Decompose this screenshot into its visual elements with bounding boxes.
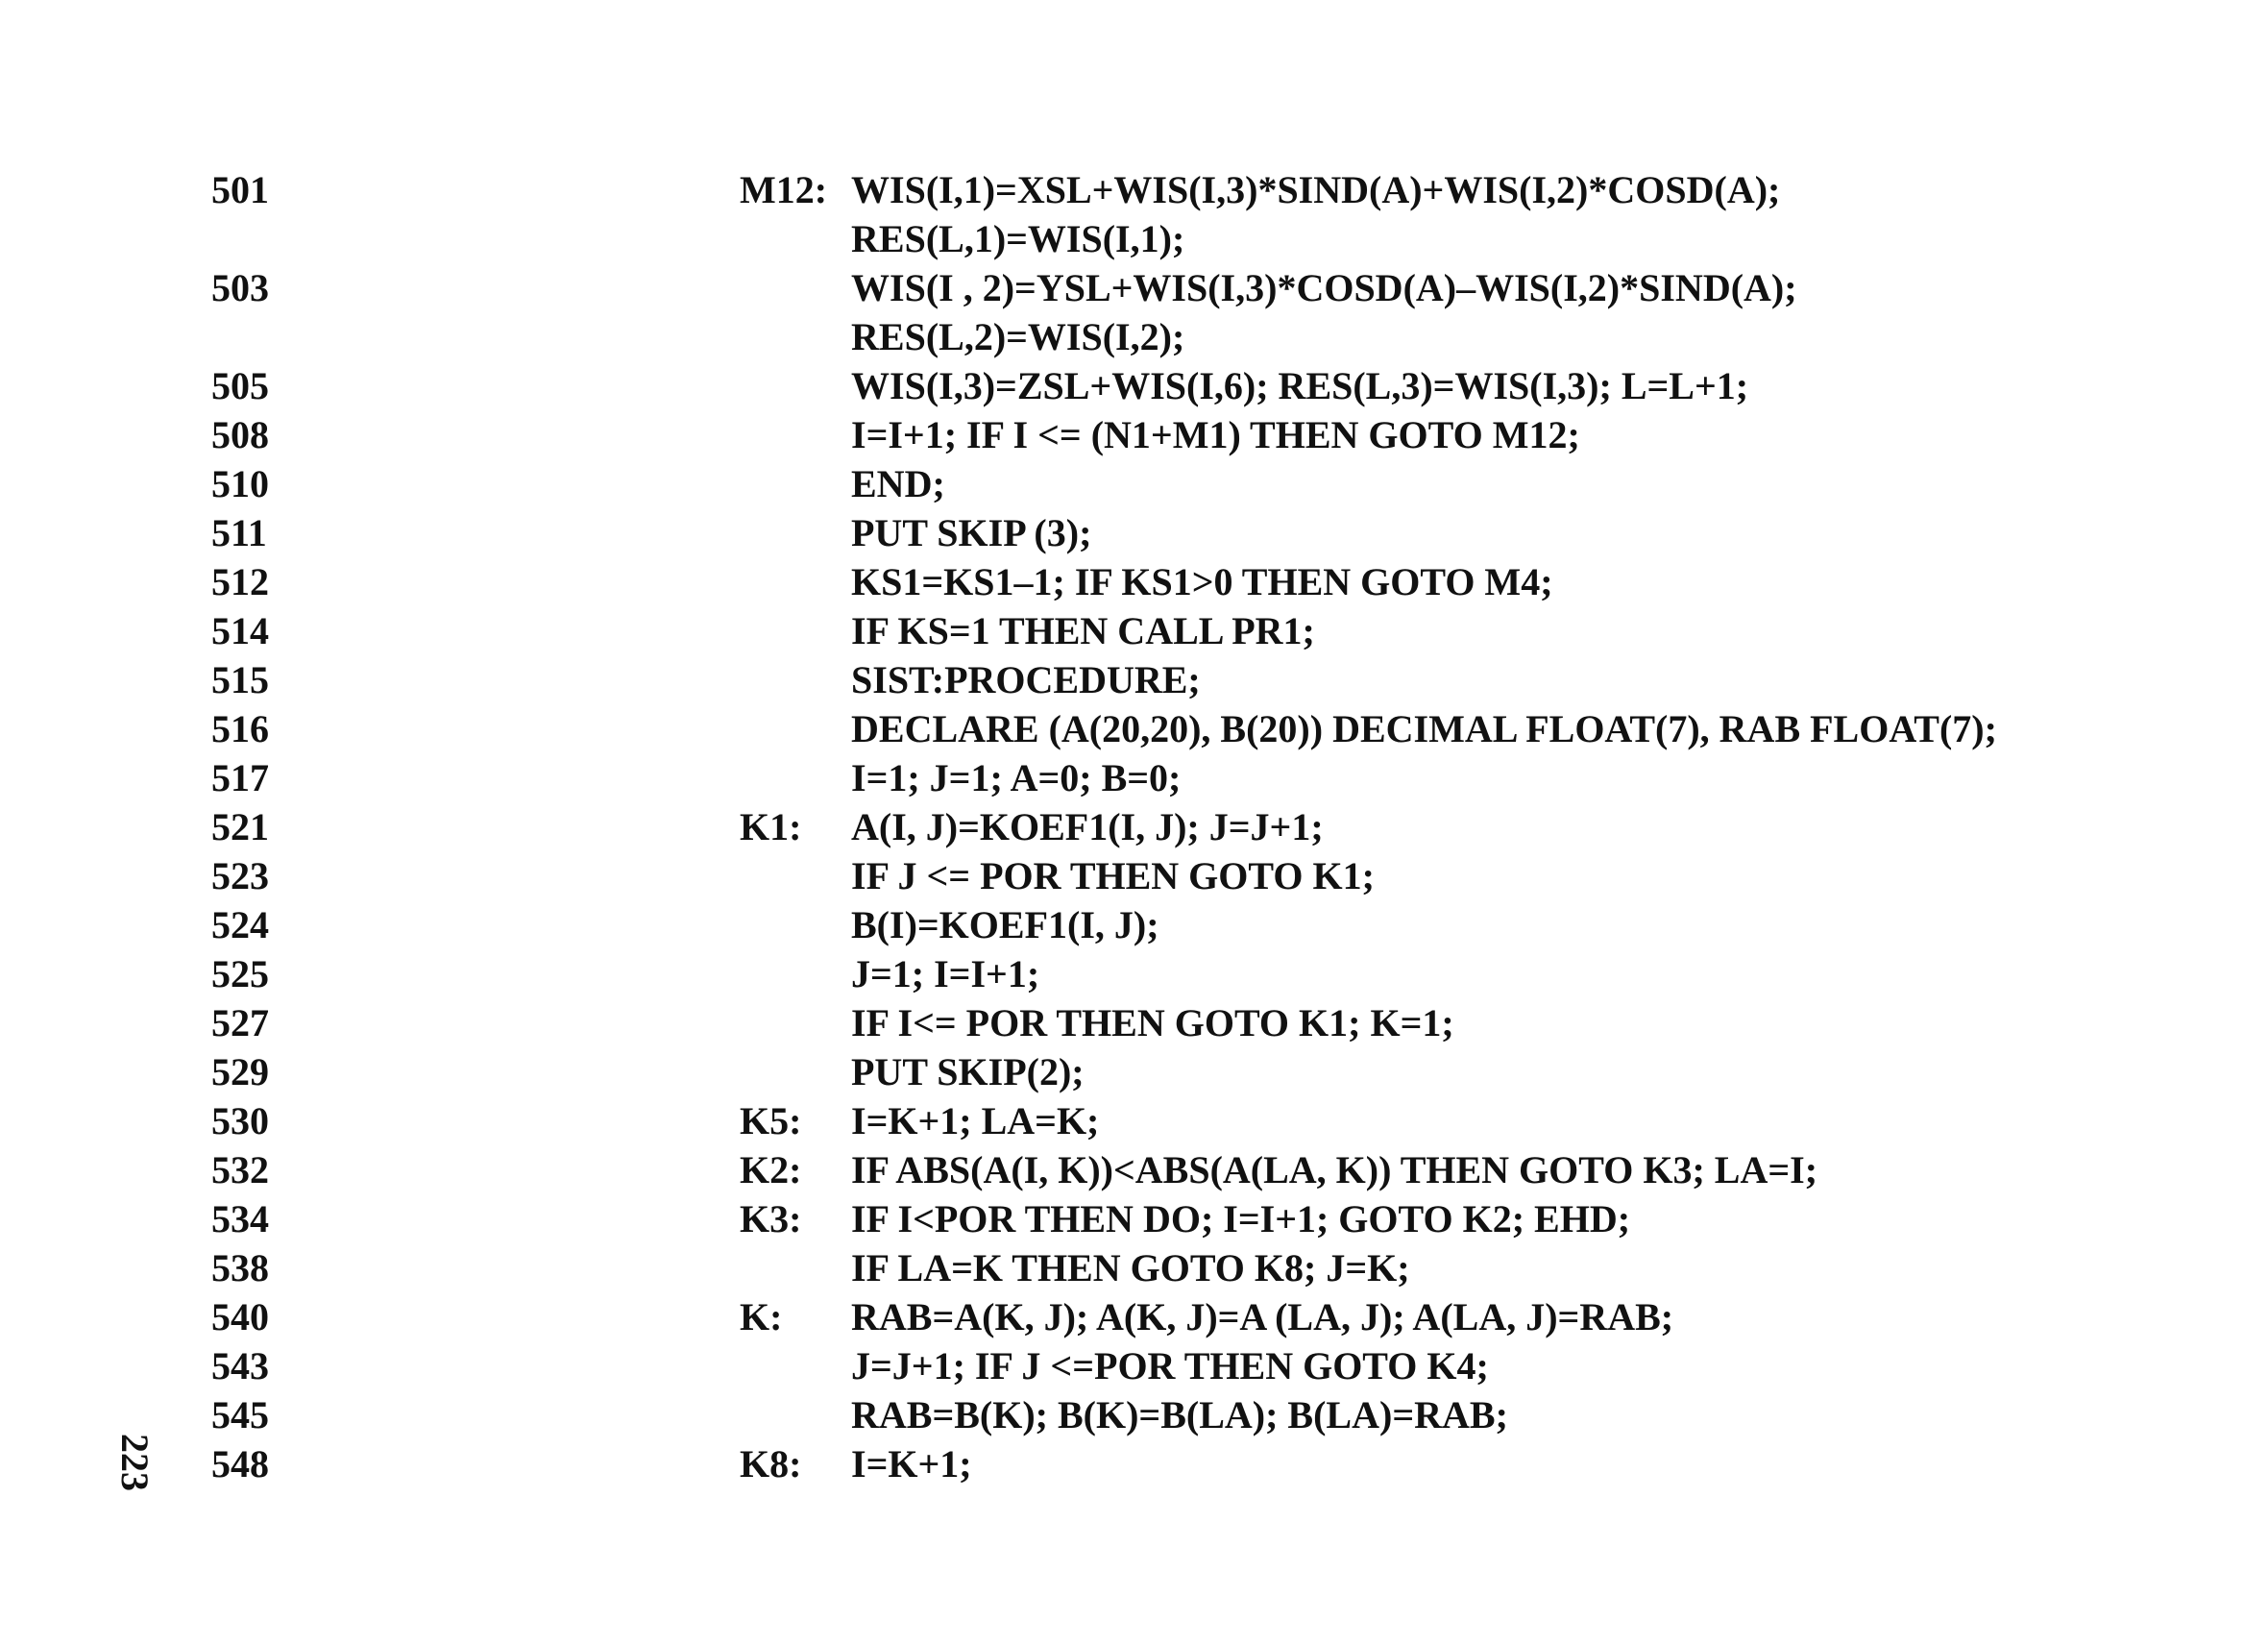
code-text: IF ABS(A(I, K))<ABS(A(LA, K)) THEN GOTO K3; LA=I;	[851, 1148, 1818, 1191]
code-line	[0, 410, 2268, 459]
code-line	[0, 606, 2268, 655]
code-text: I=I+1; IF I <= (N1+M1) THEN GOTO M12;	[851, 413, 1580, 456]
code-text: WIS(I , 2)=YSL+WIS(I,3)*COSD(A)–WIS(I,2)*SIND(A);	[851, 266, 1797, 309]
statement-label: K:	[740, 1295, 783, 1338]
code-text: DECLARE (A(20,20), B(20)) DECIMAL FLOAT(7), RAB FLOAT(7);	[851, 707, 1997, 750]
code-text: WIS(I,3)=ZSL+WIS(I,6); RES(L,3)=WIS(I,3); L=L+1;	[851, 364, 1749, 407]
line-number: 516	[211, 707, 269, 750]
code-line	[0, 998, 2268, 1047]
line-number: 530	[211, 1099, 269, 1142]
code-text: I=K+1;	[851, 1442, 972, 1485]
code-line	[0, 753, 2268, 802]
code-text: RES(L,2)=WIS(I,2);	[851, 315, 1185, 358]
code-line	[0, 1243, 2268, 1292]
line-number: 515	[211, 658, 269, 701]
code-text: WIS(I,1)=XSL+WIS(I,3)*SIND(A)+WIS(I,2)*COSD(A);	[851, 168, 1781, 211]
code-text: RAB=B(K); B(K)=B(LA); B(LA)=RAB;	[851, 1393, 1508, 1436]
line-number: 532	[211, 1148, 269, 1191]
code-line	[0, 557, 2268, 606]
code-text: PUT SKIP (3);	[851, 511, 1092, 554]
line-number: 517	[211, 756, 269, 799]
code-line	[0, 1292, 2268, 1341]
code-line	[0, 165, 2268, 214]
statement-label: K5:	[740, 1099, 802, 1142]
code-text: B(I)=KOEF1(I, J);	[851, 903, 1159, 946]
code-line	[0, 214, 2268, 263]
code-text: J=J+1; IF J <=POR THEN GOTO K4;	[851, 1344, 1489, 1387]
code-text: RAB=A(K, J); A(K, J)=A (LA, J); A(LA, J)=RAB;	[851, 1295, 1674, 1338]
code-line	[0, 1194, 2268, 1243]
code-line	[0, 1439, 2268, 1488]
code-listing	[0, 165, 2268, 1488]
line-number: 508	[211, 413, 269, 456]
line-number: 503	[211, 266, 269, 309]
statement-label: K8:	[740, 1442, 802, 1485]
line-number: 529	[211, 1050, 269, 1093]
line-number: 521	[211, 805, 269, 848]
line-number: 523	[211, 854, 269, 897]
line-number: 543	[211, 1344, 269, 1387]
code-line	[0, 263, 2268, 312]
code-text: KS1=KS1–1; IF KS1>0 THEN GOTO M4;	[851, 560, 1553, 603]
code-text: IF J <= POR THEN GOTO K1;	[851, 854, 1375, 897]
code-line	[0, 508, 2268, 557]
code-text: J=1; I=I+1;	[851, 952, 1040, 995]
code-line	[0, 1096, 2268, 1145]
statement-label: K2:	[740, 1148, 802, 1191]
code-line	[0, 1390, 2268, 1439]
line-number: 538	[211, 1246, 269, 1289]
code-line	[0, 851, 2268, 900]
code-line	[0, 312, 2268, 361]
line-number: 525	[211, 952, 269, 995]
code-line	[0, 459, 2268, 508]
line-number: 534	[211, 1197, 269, 1240]
statement-label: M12:	[740, 168, 828, 211]
line-number: 524	[211, 903, 269, 946]
code-line	[0, 900, 2268, 949]
code-line	[0, 1047, 2268, 1096]
code-text: A(I, J)=KOEF1(I, J); J=J+1;	[851, 805, 1324, 848]
code-line	[0, 1341, 2268, 1390]
code-text: I=1; J=1; A=0; B=0;	[851, 756, 1182, 799]
line-number: 548	[211, 1442, 269, 1485]
code-text: SIST:PROCEDURE;	[851, 658, 1201, 701]
code-text: IF LA=K THEN GOTO K8; J=K;	[851, 1246, 1410, 1289]
code-text: PUT SKIP(2);	[851, 1050, 1085, 1093]
statement-label: K1:	[740, 805, 802, 848]
line-number: 540	[211, 1295, 269, 1338]
code-line	[0, 704, 2268, 753]
code-text: IF I<= POR THEN GOTO K1; K=1;	[851, 1001, 1454, 1044]
code-line	[0, 1145, 2268, 1194]
code-text: RES(L,1)=WIS(I,1);	[851, 217, 1185, 260]
code-text: END;	[851, 462, 945, 505]
line-number: 545	[211, 1393, 269, 1436]
code-text: IF I<POR THEN DO; I=I+1; GOTO K2; EHD;	[851, 1197, 1631, 1240]
line-number: 511	[211, 511, 267, 554]
code-line	[0, 655, 2268, 704]
line-number: 505	[211, 364, 269, 407]
code-line	[0, 361, 2268, 410]
code-line	[0, 802, 2268, 851]
code-line	[0, 949, 2268, 998]
code-text: I=K+1; LA=K;	[851, 1099, 1100, 1142]
line-number: 510	[211, 462, 269, 505]
line-number: 527	[211, 1001, 269, 1044]
line-number: 501	[211, 168, 269, 211]
line-number: 514	[211, 609, 269, 652]
line-number: 512	[211, 560, 269, 603]
code-text: IF KS=1 THEN CALL PR1;	[851, 609, 1315, 652]
page-number: 223	[113, 1434, 157, 1491]
statement-label: K3:	[740, 1197, 802, 1240]
